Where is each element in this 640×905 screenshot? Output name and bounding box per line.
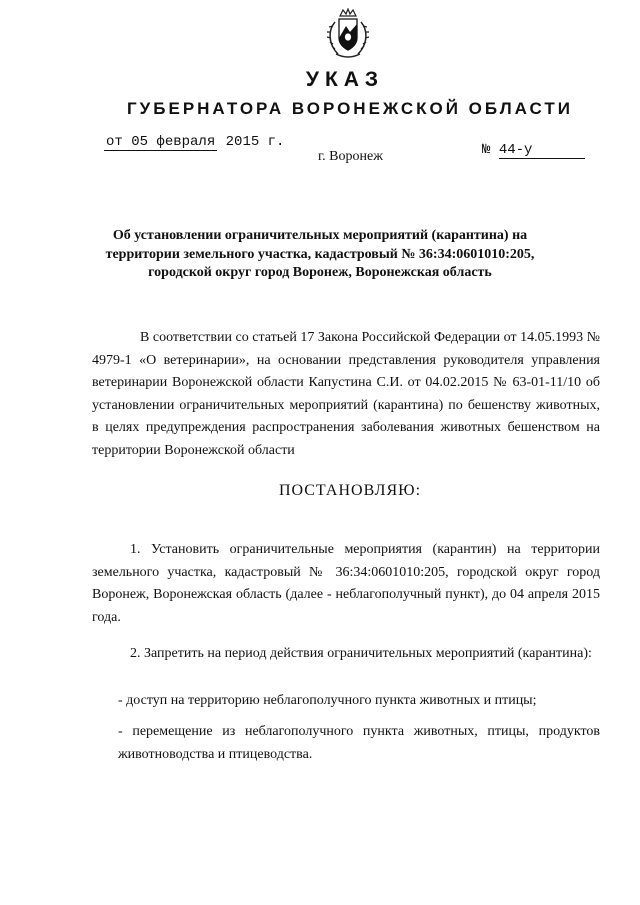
date-year: 2015 г. [225, 134, 285, 150]
document-date [104, 134, 284, 150]
clause-2-bullet-2: - перемещение из неблагополучного пункта животных, птицы, продуктов животноводства и птицеводства. [118, 724, 600, 762]
document-title: Об установлении ограничительных мероприятий (карантина) на территории земельного участка, кадастровый № 36:34:0601010:205, городской округ город Воронеж, Воронежская область [105, 228, 535, 280]
clause-2-bullet-1: - доступ на территорию неблагополучного пункта животных и птицы; [118, 693, 537, 708]
date-value: 05 февраля [131, 134, 216, 150]
decree-word: ПОСТАНОВЛЯЮ: [278, 482, 422, 499]
document-number [482, 142, 585, 159]
number-value: 44-у [499, 142, 585, 159]
coat-of-arms-emblem [326, 8, 370, 62]
clause-1: 1. Установить ограничительные мероприятия (карантин) на территории земельного участка, кадастровый № 36:34:0601010:205, городской округ город Воронеж, Воронежская область (далее - неблагополучный пункт), до 04 апреля 2015 года. [92, 542, 600, 625]
date-underlined [104, 134, 217, 151]
preamble-paragraph: В соответствии со статьей 17 Закона Российской Федерации от 14.05.1993 № 4979-1 «О ветеринарии», на основании представления руководителя управления ветеринарии Воронежской области Капустина С.И. от 04.02.2015 № 63-01-11/10 об установлении ограничительных мероприятий (карантина) по бешенству животных, в целях предупреждения распространения заболевания животных бешенством на территории Воронежской области [92, 330, 600, 458]
document-type-heading: УКАЗ [305, 68, 385, 91]
document-city: г. Воронеж [318, 149, 383, 164]
issuing-authority-heading: ГУБЕРНАТОРА ВОРОНЕЖСКОЙ ОБЛАСТИ [127, 99, 573, 118]
number-label: № [482, 142, 491, 158]
date-prefix: от [106, 134, 123, 150]
clause-2: 2. Запретить на период действия ограничительных мероприятий (карантина): [130, 646, 592, 661]
